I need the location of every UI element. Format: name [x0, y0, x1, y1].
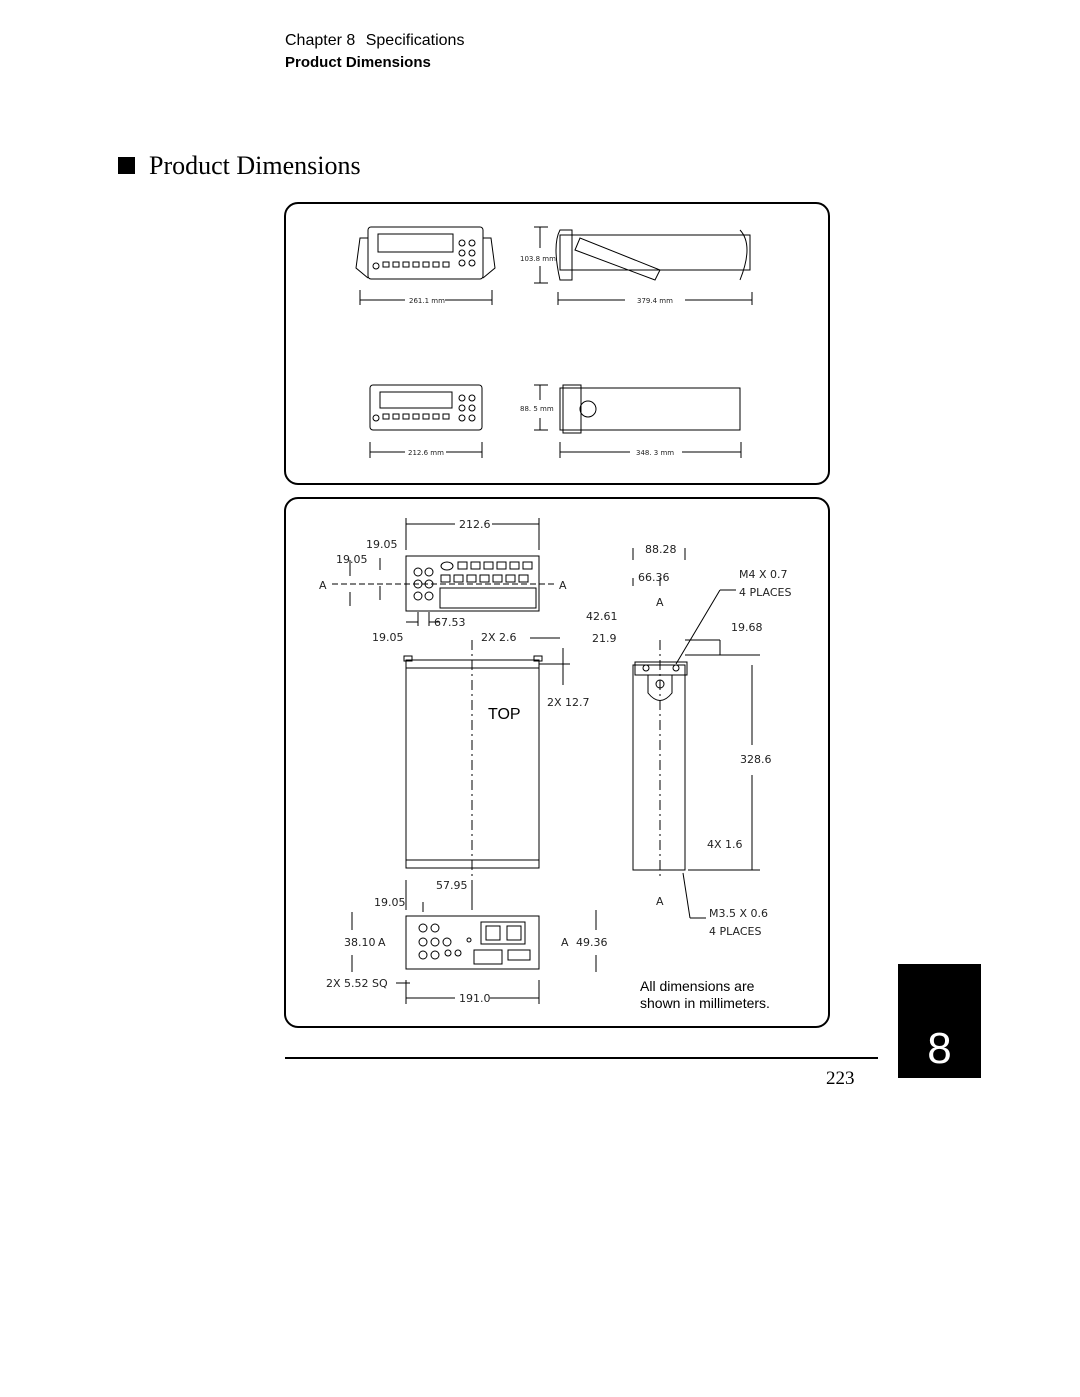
chapter-tab-number: 8	[927, 1024, 952, 1073]
chapter-number: Chapter 8	[285, 32, 356, 49]
section-a-bottom: A	[656, 895, 664, 908]
dim-side-height-no-handle: 88. 5 mm	[520, 405, 554, 413]
dim-front-width-no-handle: 212.6 mm	[408, 449, 444, 457]
dim-side-w2: 66.36	[638, 571, 670, 584]
dim-side-length: 328.6	[740, 753, 772, 766]
front-view-no-handle	[370, 385, 482, 458]
top-view-label: TOP	[488, 706, 521, 723]
dim-slot: 2X 2.6	[481, 631, 517, 644]
dim-front-width: 261.1 mm	[409, 297, 445, 305]
thread-places-2: 4 PLACES	[709, 925, 762, 938]
dim-rear-d2: 19.05	[374, 896, 406, 909]
dim-rear-square: 2X 5.52 SQ	[326, 977, 388, 990]
dim-side-depth-no-handle: 348. 3 mm	[636, 449, 675, 457]
side-view-with-handle	[534, 227, 752, 305]
dim-side-foot: 4X 1.6	[707, 838, 743, 851]
dim-rear-d4: 49.36	[576, 936, 608, 949]
footer-rule	[285, 1057, 878, 1059]
dim-side-w1: 88.28	[645, 543, 677, 556]
page-number: 223	[826, 1068, 855, 1089]
dim-front-width-detail: 212.6	[459, 518, 491, 531]
section-a-left: A	[319, 579, 327, 592]
section-a-right: A	[559, 579, 567, 592]
dim-rear-d1: 57.95	[436, 879, 468, 892]
dim-side-depth: 379.4 mm	[637, 297, 673, 305]
section-a-rear-left: A	[378, 936, 386, 949]
page-title: Product Dimensions	[149, 151, 361, 180]
dim-slot-depth: 2X 12.7	[547, 696, 590, 709]
dim-rear-width: 191.0	[459, 992, 491, 1005]
thread-spec-2: M3.5 X 0.6	[709, 907, 769, 920]
dim-front-d1: 19.05	[366, 538, 398, 551]
top-view	[404, 640, 570, 880]
dim-front-d3: 67.53	[434, 616, 466, 629]
units-note-line2: shown in millimeters.	[640, 995, 770, 1011]
side-view-no-handle	[534, 385, 741, 458]
chapter-tab	[898, 964, 981, 1078]
units-note	[640, 978, 770, 1012]
dim-side-height: 103.8 mm	[520, 255, 556, 263]
units-note-line1: All dimensions are	[640, 978, 755, 994]
section-a-rear-right: A	[561, 936, 569, 949]
dim-side-w3: 42.61	[586, 610, 618, 623]
side-view-detailed	[633, 548, 760, 918]
front-view-with-handle	[356, 227, 495, 305]
dim-side-h1: 19.68	[731, 621, 763, 634]
thread-spec-1: M4 X 0.7	[739, 568, 788, 581]
section-a-side: A	[656, 596, 664, 609]
dim-front-d2: 19.05	[336, 553, 368, 566]
dim-rear-d3: 38.10	[344, 936, 376, 949]
dim-front-d4: 19.05	[372, 631, 404, 644]
chapter-title: Specifications	[365, 32, 465, 49]
section-heading: Product Dimensions	[285, 54, 431, 71]
thread-places-1: 4 PLACES	[739, 586, 792, 599]
dim-side-w4: 21.9	[592, 632, 617, 645]
